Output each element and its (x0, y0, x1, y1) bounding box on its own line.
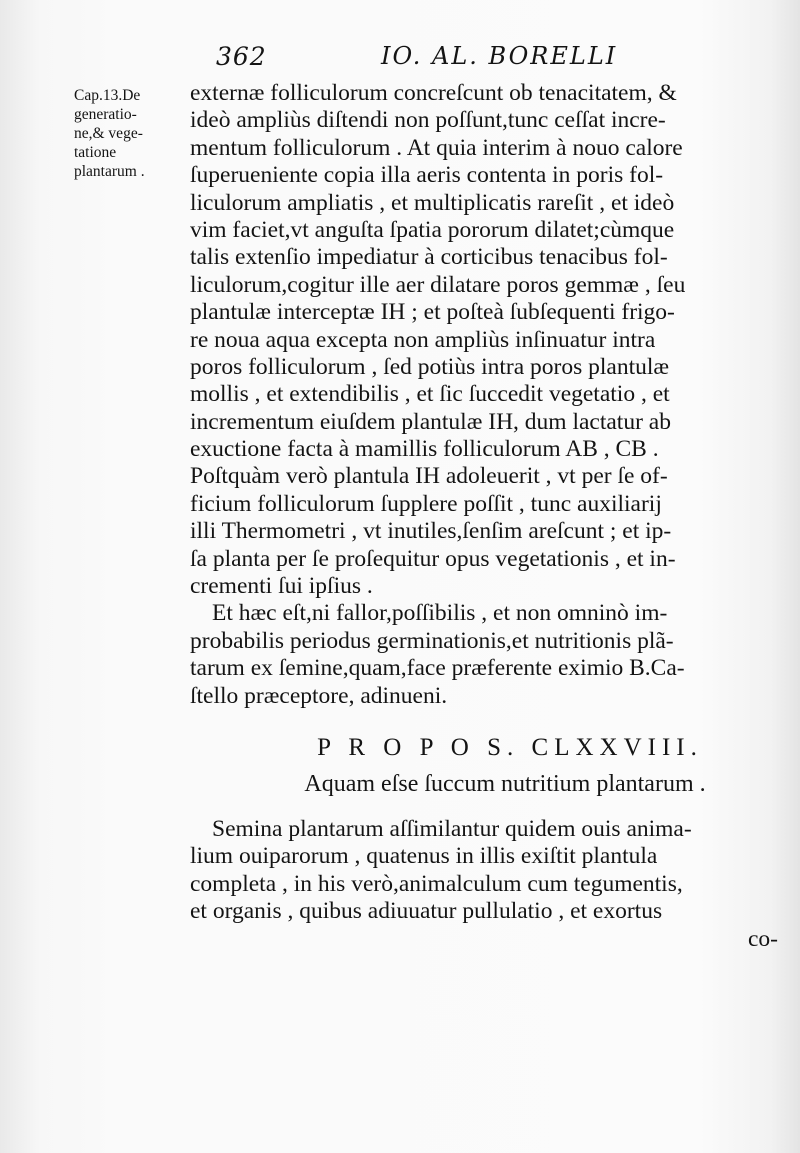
page-number: 362 (216, 42, 267, 71)
text-line: vim faciet,vt anguſta ſpatia pororum dilatet;cùmque (190, 216, 675, 243)
text-line: Poſtquàm verò plantula IH adoleuerit , vt per ſe of- (190, 463, 668, 490)
text-line: liculorum,cogitur ille aer dilatare poros gemmæ , ſeu (190, 271, 686, 298)
text-line: plantulæ interceptæ IH ; et poſteà ſubſequenti frigo- (190, 299, 675, 326)
proposition-subheading: Aquam eſse ſuccum nutritium plantarum . (304, 770, 706, 797)
text-line: illi Thermometri , vt inutiles,ſenſim areſcunt ; et ip- (190, 518, 672, 545)
text-line: liculorum ampliatis , et multiplicatis rareſit , et ideò (190, 189, 675, 216)
text-line: mentum folliculorum . At quia interim à nouo calore (190, 134, 683, 161)
paragraph-1 (190, 80, 790, 600)
text-line: mollis , et extendibilis , et ſic ſuccedit vegetatio , et (190, 381, 670, 408)
text-line: completa , in his verò,animalculum cum tegumentis, (190, 870, 683, 897)
text-line: ſtello præceptore, adinueni. (190, 682, 448, 709)
text-line: Et hæc eſt,ni fallor,poſſibilis , et non omninò im- (212, 600, 668, 627)
text-line: Semina plantarum aſſimilantur quidem ouis anima- (212, 815, 692, 842)
catchword: co- (747, 925, 778, 952)
text-line: re noua aqua excepta non ampliùs inſinuatur intra (190, 326, 656, 353)
page-header (216, 40, 760, 80)
text-line: crementi ſui ipſius . (190, 573, 373, 600)
margin-note-line: tatione (74, 144, 117, 161)
text-line: exuctione facta à mamillis folliculorum AB , CB . (190, 436, 659, 463)
main-text (190, 80, 790, 953)
section-gap (190, 710, 790, 730)
text-line: tarum ex ſemine,quam,face præferente eximio B.Ca- (190, 655, 685, 682)
paragraph-2 (190, 600, 790, 710)
text-line: ficium folliculorum ſupplere poſſit , tunc auxiliarij (190, 490, 662, 517)
text-line: incrementum eiuſdem plantulæ IH, dum lactatur ab (190, 408, 671, 435)
paragraph-3 (190, 816, 790, 953)
margin-note-line: Cap.13.De (74, 87, 141, 104)
proposition-heading: P R O P O S. CLXXVIII. (317, 733, 703, 761)
text-line: et organis , quibus adiuuatur pullulatio , et exortus (190, 898, 663, 925)
text-line: talis extenſio impediatur à corticibus tenacibus fol- (190, 244, 668, 271)
text-line: ſa planta per ſe proſequitur opus vegetationis , et in- (190, 545, 676, 572)
text-line: ſuperueniente copia illa aeris contenta in poris fol- (190, 162, 664, 189)
text-line: poros folliculorum , ſed potiùs intra poros plantulæ (190, 353, 670, 380)
margin-note-line: generatio- (74, 106, 137, 123)
margin-note-line: ne,& vege- (74, 125, 143, 142)
margin-note (74, 86, 186, 181)
margin-note-line: plantarum . (74, 163, 145, 180)
text-line: externæ folliculorum concreſcunt ob tenacitatem, & (190, 80, 677, 106)
text-line: ideò ampliùs diſtendi non poſſunt,tunc ceſſat incre- (190, 107, 666, 134)
section-gap (190, 802, 790, 816)
running-head: IO. AL. BORELLI (381, 42, 618, 70)
text-line: probabilis periodus germinationis,et nutritionis plã- (190, 627, 674, 654)
text-line: lium ouiparorum , quatenus in illis exiſtit plantula (190, 843, 658, 870)
